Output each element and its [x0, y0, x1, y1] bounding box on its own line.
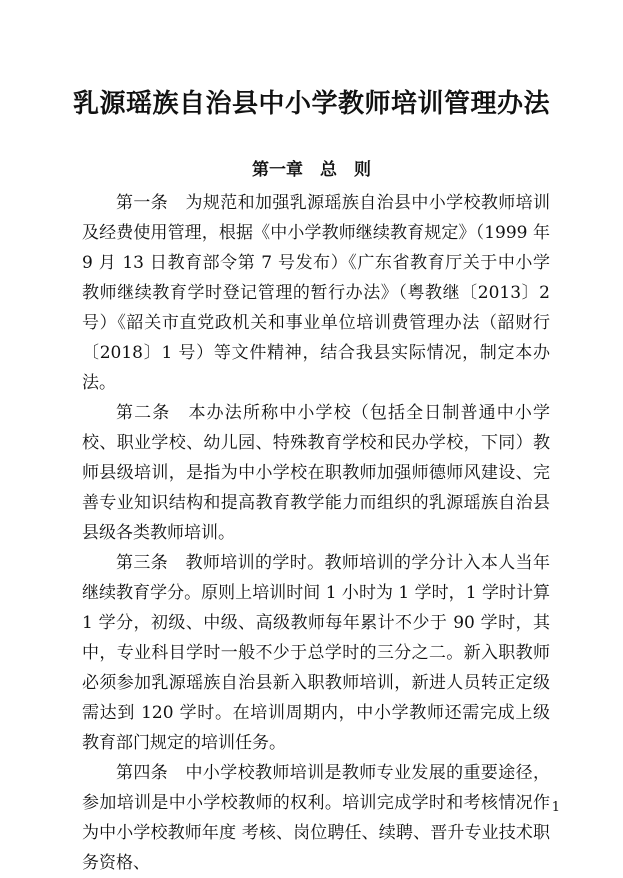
article-2	[82, 398, 550, 548]
chapter-heading	[0, 156, 623, 184]
chapter-heading-text: 第一章 总 则	[252, 160, 371, 180]
article-label: 第三条	[116, 553, 169, 573]
article-label: 第二条	[116, 403, 171, 423]
document-title: 乳源瑶族自治县中小学教师培训管理办法	[72, 89, 550, 119]
document-body	[82, 188, 550, 878]
article-4	[82, 758, 550, 878]
article-3	[82, 548, 550, 758]
article-label: 第一条	[116, 193, 169, 213]
article-text: 教师培训的学时。教师培训的学分计入本人当年继续教育学分。原则上培训时间 1 小时为 1 学时，1 学时计算 1 学分，初级、中级、高级教师每年累计不少于 90 学时，其中，专业科目学时一般不少于总学时的三分之二。新入职教师必须参加乳源瑶族自治县新入职教师培训，新进人员转正定级需达到 120 学时。在培训周期内，中小学教师还需完成上级教育部门规定的培训任务。	[82, 553, 550, 753]
page-number: 1	[551, 800, 560, 815]
article-label: 第四条	[116, 763, 169, 783]
article-text: 为规范和加强乳源瑶族自治县中小学校教师培训及经费使用管理，根据《中小学教师继续教育规定》（1999 年 9 月 13 日教育部令第 7 号发布）《广东省教育厅关于中小学教师继续教育学时登记管理的暂行办法》（粤教继〔2013〕2 号）《韶关市直党政机关和事业单位培训费管理办法（韶财行〔2018〕1 号）等文件精神，结合我县实际情况，制定本办法。	[82, 193, 550, 393]
article-text: 中小学校教师培训是教师专业发展的重要途径，参加培训是中小学校教师的权利。培训完成学时和考核情况作为中小学校教师年度 考核、岗位聘任、续聘、晋升专业技术职务资格、	[82, 763, 550, 873]
article-1	[82, 188, 550, 398]
article-text: 本办法所称中小学校（包括全日制普通中小学校、职业学校、幼儿园、特殊教育学校和民办学校，下同）教师县级培训，是指为中小学校在职教师加强师德师风建设、完善专业知识结构和提高教育教学能力而组织的乳源瑶族自治县县级各类教师培训。	[82, 403, 551, 543]
